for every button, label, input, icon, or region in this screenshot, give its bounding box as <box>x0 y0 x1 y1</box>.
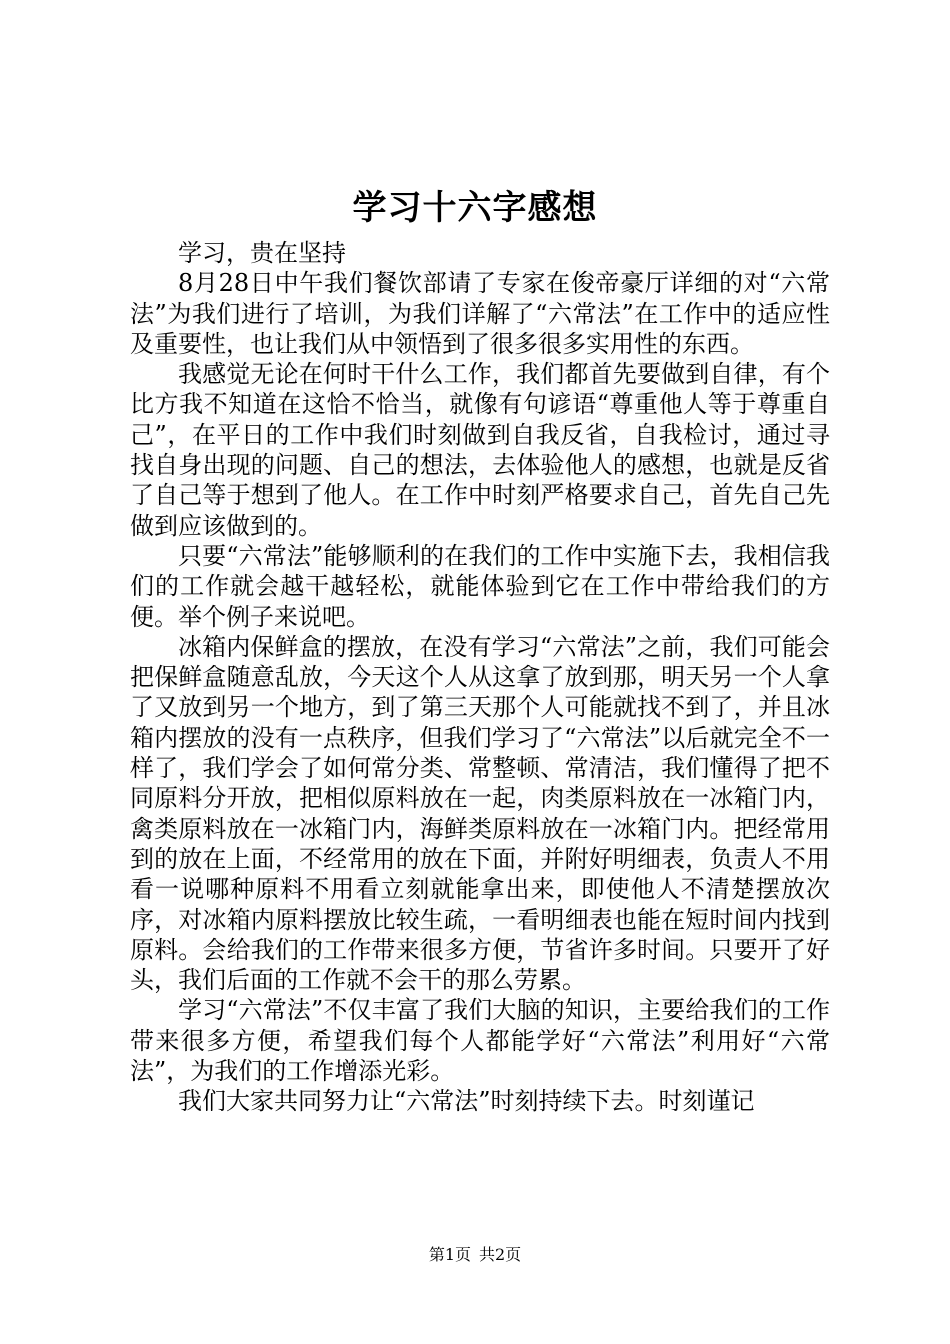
document-body <box>130 238 830 1117</box>
paragraph: 我感觉无论在何时干什么工作，我们都首先要做到自律，有个比方我不知道在这恰不恰当，就像有句谚语“尊重他人等于尊重自己”，在平日的工作中我们时刻做到自我反省，自我检讨，通过寻找自身出现的问题、自己的想法，去体验他人的感想，也就是反省了自己等于想到了他人。在工作中时刻严格要求自己，首先自己先做到应该做到的。 <box>130 360 830 540</box>
paragraph: 只要“六常法”能够顺利的在我们的工作中实施下去，我相信我们的工作就会越干越轻松，就能体验到它在工作中带给我们的方便。举个例子来说吧。 <box>130 541 830 631</box>
page-number-total: 共2页 <box>479 1245 522 1264</box>
paragraph: 8月28日中午我们餐饮部请了专家在俊帝豪厅详细的对“六常法”为我们进行了培训，为我们详解了“六常法”在工作中的适应性及重要性，也让我们从中领悟到了很多很多实用性的东西。 <box>130 269 830 358</box>
paragraph: 冰箱内保鲜盒的摆放，在没有学习“六常法”之前，我们可能会把保鲜盒随意乱放，今天这个人从这拿了放到那，明天另一个人拿了又放到另一个地方，到了第三天那个人可能就找不到了，并且冰箱内摆放的没有一点秩序，但我们学习了“六常法”以后就完全不一样了，我们学会了如何常分类、常整顿、常清洁，我们懂得了把不同原料分开放，把相似原料放在一起，肉类原料放在一冰箱门内，禽类原料放在一冰箱门内，海鲜类原料放在一冰箱门内。把经常用到的放在上面，不经常用的放在下面，并附好明细表，负责人不用看一说哪种原料不用看立刻就能拿出来，即使他人不清楚摆放次序，对冰箱内原料摆放比较生疏，一看明细表也能在短时间内找到原料。会给我们的工作带来很多方便，节省许多时间。只要开了好头，我们后面的工作就不会干的那么劳累。 <box>130 632 830 995</box>
document-title: 学习十六字感想 <box>352 188 598 228</box>
page-number-current: 第1页 <box>428 1245 471 1264</box>
paragraph: 学习“六常法”不仅丰富了我们大脑的知识，主要给我们的工作带来很多方便，希望我们每个人都能学好“六常法”利用好“六常法”，为我们的工作增添光彩。 <box>130 996 830 1086</box>
paragraph-subtitle: 学习，贵在坚持 <box>178 239 346 267</box>
page-footer <box>0 1244 950 1266</box>
paragraph: 我们大家共同努力让“六常法”时刻持续下去。时刻谨记 <box>178 1087 755 1116</box>
